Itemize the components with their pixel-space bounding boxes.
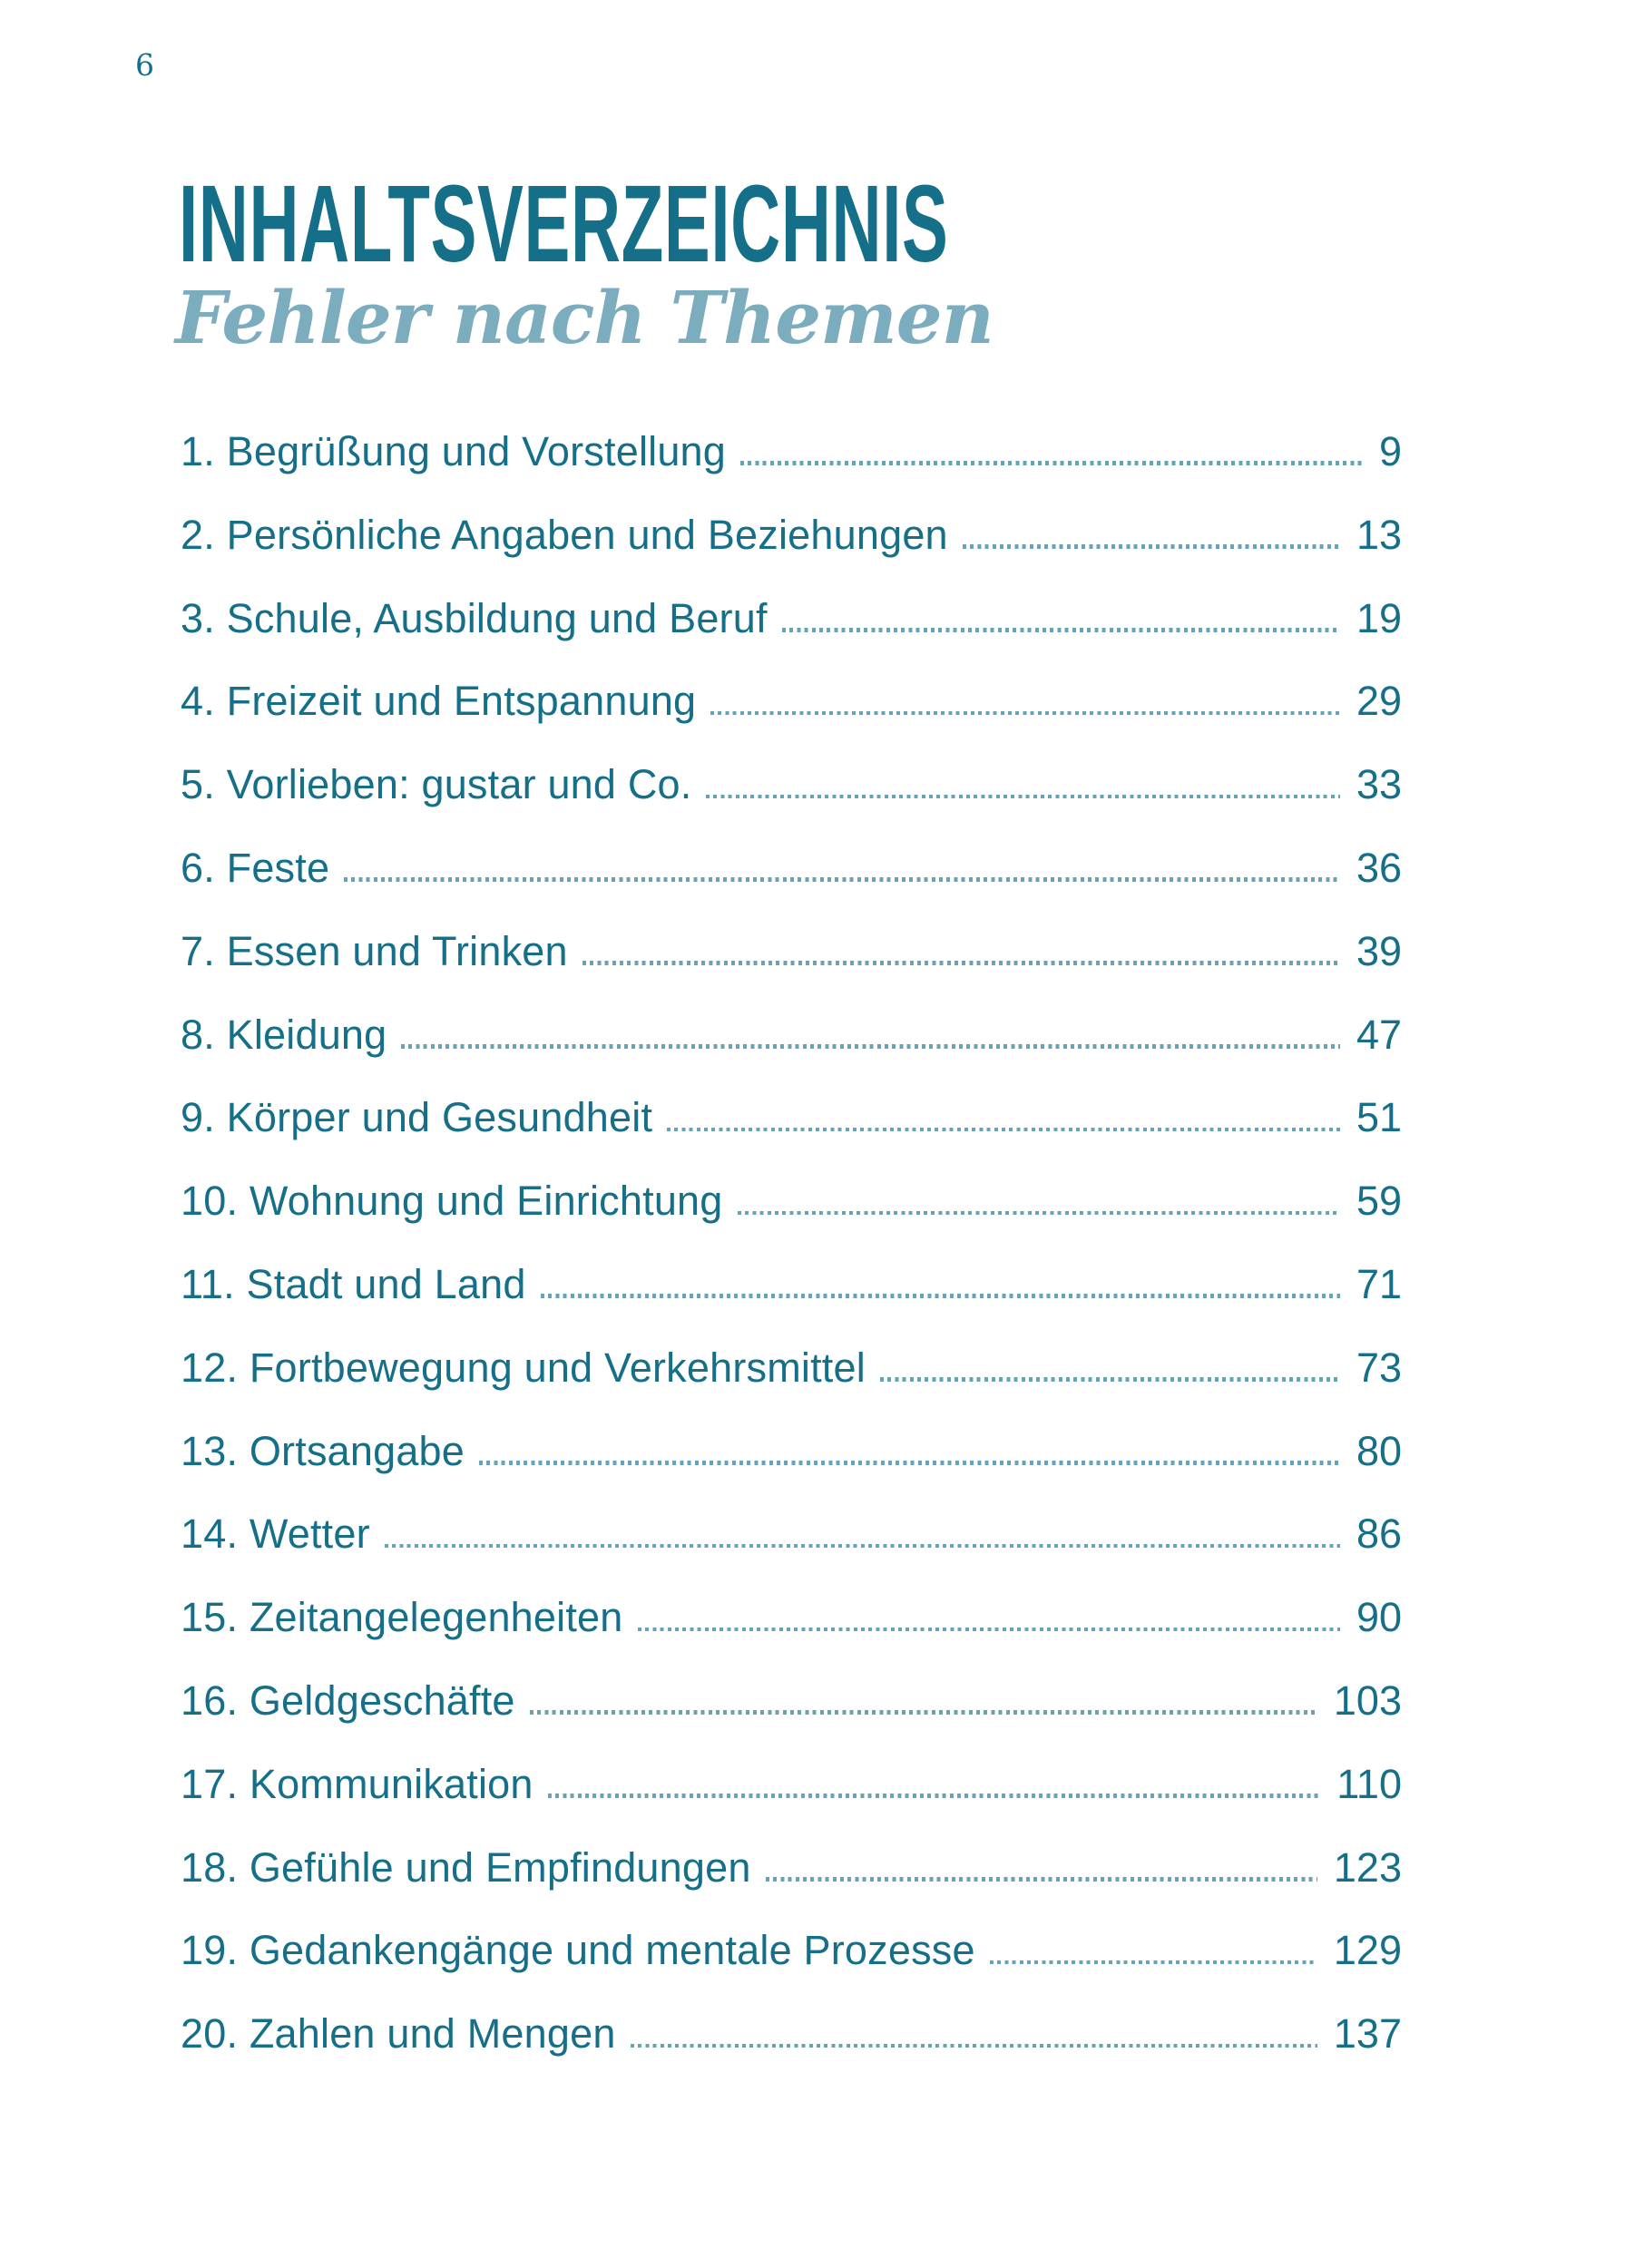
- page-subtitle: Fehler nach Themen: [175, 275, 994, 360]
- toc-entry: [181, 1925, 1402, 2009]
- page-number: 6: [135, 47, 154, 83]
- toc-entry-page-number: 80: [1356, 1427, 1402, 1474]
- toc-entry: [181, 676, 1402, 759]
- toc-entry-page-number: 86: [1356, 1510, 1402, 1558]
- toc-entry-page-number: 123: [1333, 1843, 1402, 1891]
- toc-entry-label: 12. Fortbewegung und Verkehrsmittel: [181, 1344, 866, 1391]
- dot-leader: [344, 877, 1340, 882]
- dot-leader: [880, 1377, 1340, 1382]
- dot-leader: [530, 1710, 1317, 1715]
- toc-entry-page-number: 129: [1333, 1927, 1402, 1974]
- toc-entry-page-number: 71: [1356, 1260, 1402, 1307]
- toc-entry: [181, 926, 1402, 1010]
- dot-leader: [740, 461, 1363, 465]
- toc-entry: [181, 1676, 1402, 1759]
- toc-entry-page-number: 33: [1356, 761, 1402, 808]
- toc-entry: [181, 759, 1402, 843]
- toc-entry-page-number: 36: [1356, 844, 1402, 891]
- dot-leader: [582, 961, 1340, 965]
- dot-leader: [990, 1960, 1317, 1965]
- toc-entry-page-number: 47: [1356, 1011, 1402, 1058]
- dot-leader: [631, 2044, 1317, 2048]
- dot-leader: [401, 1044, 1340, 1049]
- toc-entry: [181, 510, 1402, 593]
- toc-entry-label: 15. Zeitangelegenheiten: [181, 1594, 623, 1641]
- toc-entry: [181, 593, 1402, 677]
- toc-entry-label: 17. Kommunikation: [181, 1760, 534, 1807]
- toc-entry-label: 4. Freizeit und Entspannung: [181, 678, 697, 725]
- toc-entry-label: 13. Ortsangabe: [181, 1427, 465, 1474]
- dot-leader: [667, 1128, 1340, 1132]
- dot-leader: [706, 795, 1339, 799]
- toc-entry-page-number: 51: [1356, 1094, 1402, 1141]
- toc-entry-page-number: 39: [1356, 927, 1402, 974]
- toc-entry: [181, 1092, 1402, 1176]
- toc-entry: [181, 1843, 1402, 1926]
- dot-leader: [766, 1877, 1317, 1882]
- toc-list: [181, 426, 1402, 2092]
- dot-leader: [541, 1294, 1340, 1298]
- toc-entry: [181, 843, 1402, 926]
- toc-entry-page-number: 73: [1356, 1344, 1402, 1391]
- toc-entry: [181, 426, 1402, 510]
- toc-entry-page-number: 137: [1333, 2010, 1402, 2058]
- toc-entry-label: 18. Gefühle und Empfindungen: [181, 1843, 751, 1891]
- toc-entry: [181, 1592, 1402, 1676]
- toc-entry-label: 10. Wohnung und Einrichtung: [181, 1178, 723, 1225]
- toc-entry-label: 20. Zahlen und Mengen: [181, 2010, 616, 2058]
- toc-entry: [181, 1010, 1402, 1093]
- toc-entry: [181, 1426, 1402, 1510]
- toc-entry: [181, 1343, 1402, 1426]
- toc-entry-page-number: 59: [1356, 1178, 1402, 1225]
- toc-entry-label: 11. Stadt und Land: [181, 1260, 526, 1307]
- dot-leader: [782, 628, 1340, 632]
- page-title: INHALTSVERZEICHNIS: [179, 161, 949, 285]
- dot-leader: [638, 1628, 1340, 1632]
- dot-leader: [963, 544, 1340, 549]
- toc-entry-label: 16. Geldgeschäfte: [181, 1677, 515, 1724]
- toc-entry-label: 8. Kleidung: [181, 1011, 387, 1058]
- toc-entry-label: 6. Feste: [181, 844, 330, 891]
- toc-entry-label: 5. Vorlieben: gustar und Co.: [181, 761, 692, 808]
- dot-leader: [479, 1461, 1340, 1465]
- dot-leader: [385, 1544, 1340, 1549]
- toc-entry-label: 3. Schule, Ausbildung und Beruf: [181, 594, 768, 641]
- dot-leader: [738, 1211, 1340, 1216]
- toc-entry: [181, 1509, 1402, 1592]
- toc-entry-label: 7. Essen und Trinken: [181, 927, 568, 974]
- toc-entry: [181, 2009, 1402, 2092]
- toc-entry-label: 14. Wetter: [181, 1510, 370, 1558]
- toc-entry-page-number: 110: [1336, 1760, 1402, 1807]
- toc-entry-label: 19. Gedankengänge und mentale Prozesse: [181, 1927, 975, 1974]
- toc-entry-label: 1. Begrüßung und Vorstellung: [181, 428, 727, 474]
- toc-entry-label: 2. Persönliche Angaben und Beziehungen: [181, 511, 948, 558]
- dot-leader: [710, 711, 1340, 716]
- dot-leader: [548, 1794, 1321, 1798]
- toc-entry-label: 9. Körper und Gesundheit: [181, 1094, 653, 1141]
- toc-entry-page-number: 103: [1333, 1677, 1402, 1724]
- toc-entry: [181, 1176, 1402, 1259]
- toc-entry-page-number: 90: [1356, 1594, 1402, 1641]
- toc-entry: [181, 1259, 1402, 1343]
- toc-entry-page-number: 9: [1378, 428, 1402, 474]
- toc-entry-page-number: 29: [1356, 678, 1402, 725]
- toc-entry-page-number: 13: [1356, 511, 1402, 558]
- toc-entry-page-number: 19: [1356, 594, 1402, 641]
- toc-entry: [181, 1759, 1402, 1843]
